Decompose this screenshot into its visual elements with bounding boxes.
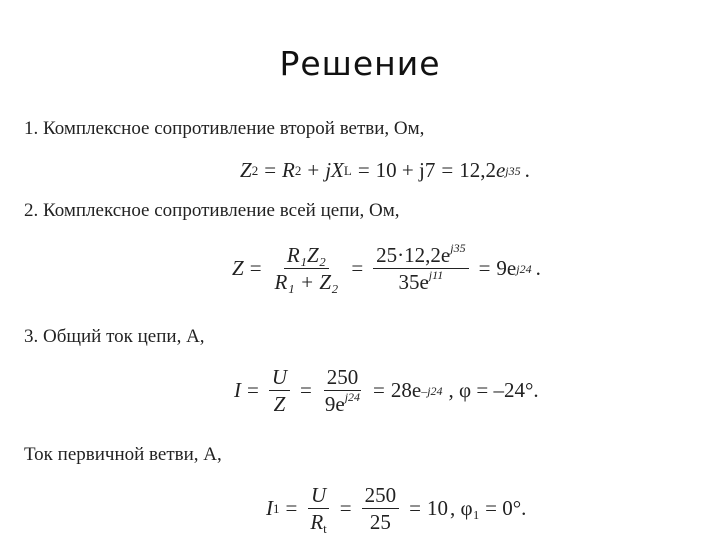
z2-lhs: Z xyxy=(240,158,252,182)
step-1-text: 1. Комплексное сопротивление второй ветви, Ом, xyxy=(24,118,425,139)
formula-i: I = $\frac{U}{Z}$ = $\frac{250}{9e^{j24}}$ = 28e –j24 , φ = –24°. xyxy=(234,365,539,416)
i-lhs: I xyxy=(234,378,241,402)
i-phase: , φ = –24°. xyxy=(448,378,539,402)
i-den2-text: 9e xyxy=(324,392,345,416)
z-lhs: Z xyxy=(232,256,244,280)
i1-fraction-1 xyxy=(307,482,329,535)
formula-z2: Z 2 = R 2 + jX L = 10 + j7 = 12,2 e j35 . xyxy=(240,158,530,182)
z-denominator: R₁ + Z₂ xyxy=(274,270,339,294)
z-num2-text: 25·12,2e xyxy=(376,243,451,267)
z-result: 9e xyxy=(496,256,517,280)
formula-z: Z = $\frac{\text{R₁Z₂}}{\text{R₁ + Z₂}}$ = $\frac{25\cdot 12,2e^{j35}}{35e^{j11}}$ = 9e j24 . xyxy=(232,241,541,294)
i1-den-text: R xyxy=(310,510,324,534)
z-num2-exp: j35 xyxy=(450,241,466,255)
i-numerator: U xyxy=(269,364,290,391)
i1-numerator: U xyxy=(308,482,329,509)
i1-lhs: I xyxy=(266,496,273,520)
i-numerator-2: 250 xyxy=(324,364,362,391)
z-den2-exp: j11 xyxy=(428,268,444,282)
z-den2-text: 35e xyxy=(398,270,429,294)
i-fraction-1 xyxy=(269,364,290,417)
i-den2-exp: j24 xyxy=(344,390,361,404)
z2-r: R xyxy=(282,158,295,182)
z-fraction-1 xyxy=(272,242,342,295)
i-result: 28e xyxy=(390,378,422,402)
i-denominator-2 xyxy=(322,391,363,417)
step-4-text: Ток первичной ветви, А, xyxy=(24,444,222,465)
z2-magnitude: 12,2 xyxy=(459,158,496,182)
i-denominator: Z xyxy=(273,392,286,416)
i1-den-sub: t xyxy=(323,521,327,536)
z-fraction-2 xyxy=(373,242,468,295)
i1-result: 10 xyxy=(426,496,448,520)
i1-denominator xyxy=(307,509,329,535)
z2-jx: jX xyxy=(325,158,344,182)
i1-denominator-2: 25 xyxy=(369,510,391,534)
z-end: . xyxy=(535,256,541,280)
z2-algebraic: 10 + j7 xyxy=(375,158,436,182)
z-numerator-2 xyxy=(373,242,468,269)
step-2-text: 2. Комплексное сопротивление всей цепи, Ом, xyxy=(24,200,400,221)
z-denominator-2 xyxy=(395,269,446,295)
z2-end: . xyxy=(524,158,530,182)
formula-i1: I 1 = $\frac{U}{R_t}$ = $\frac{250}{25}$ = 10 , φ₁ = 0°. xyxy=(266,483,527,536)
slide-title: Решение xyxy=(279,44,441,83)
z-numerator: R₁Z₂ xyxy=(284,242,329,269)
i1-fraction-2 xyxy=(362,482,400,535)
i1-numerator-2: 250 xyxy=(362,482,400,509)
step-3-text: 3. Общий ток цепи, А, xyxy=(24,326,205,347)
i1-phase: , φ₁ = 0°. xyxy=(449,496,527,520)
z2-e: e xyxy=(495,158,506,182)
i-fraction-2 xyxy=(322,364,363,417)
